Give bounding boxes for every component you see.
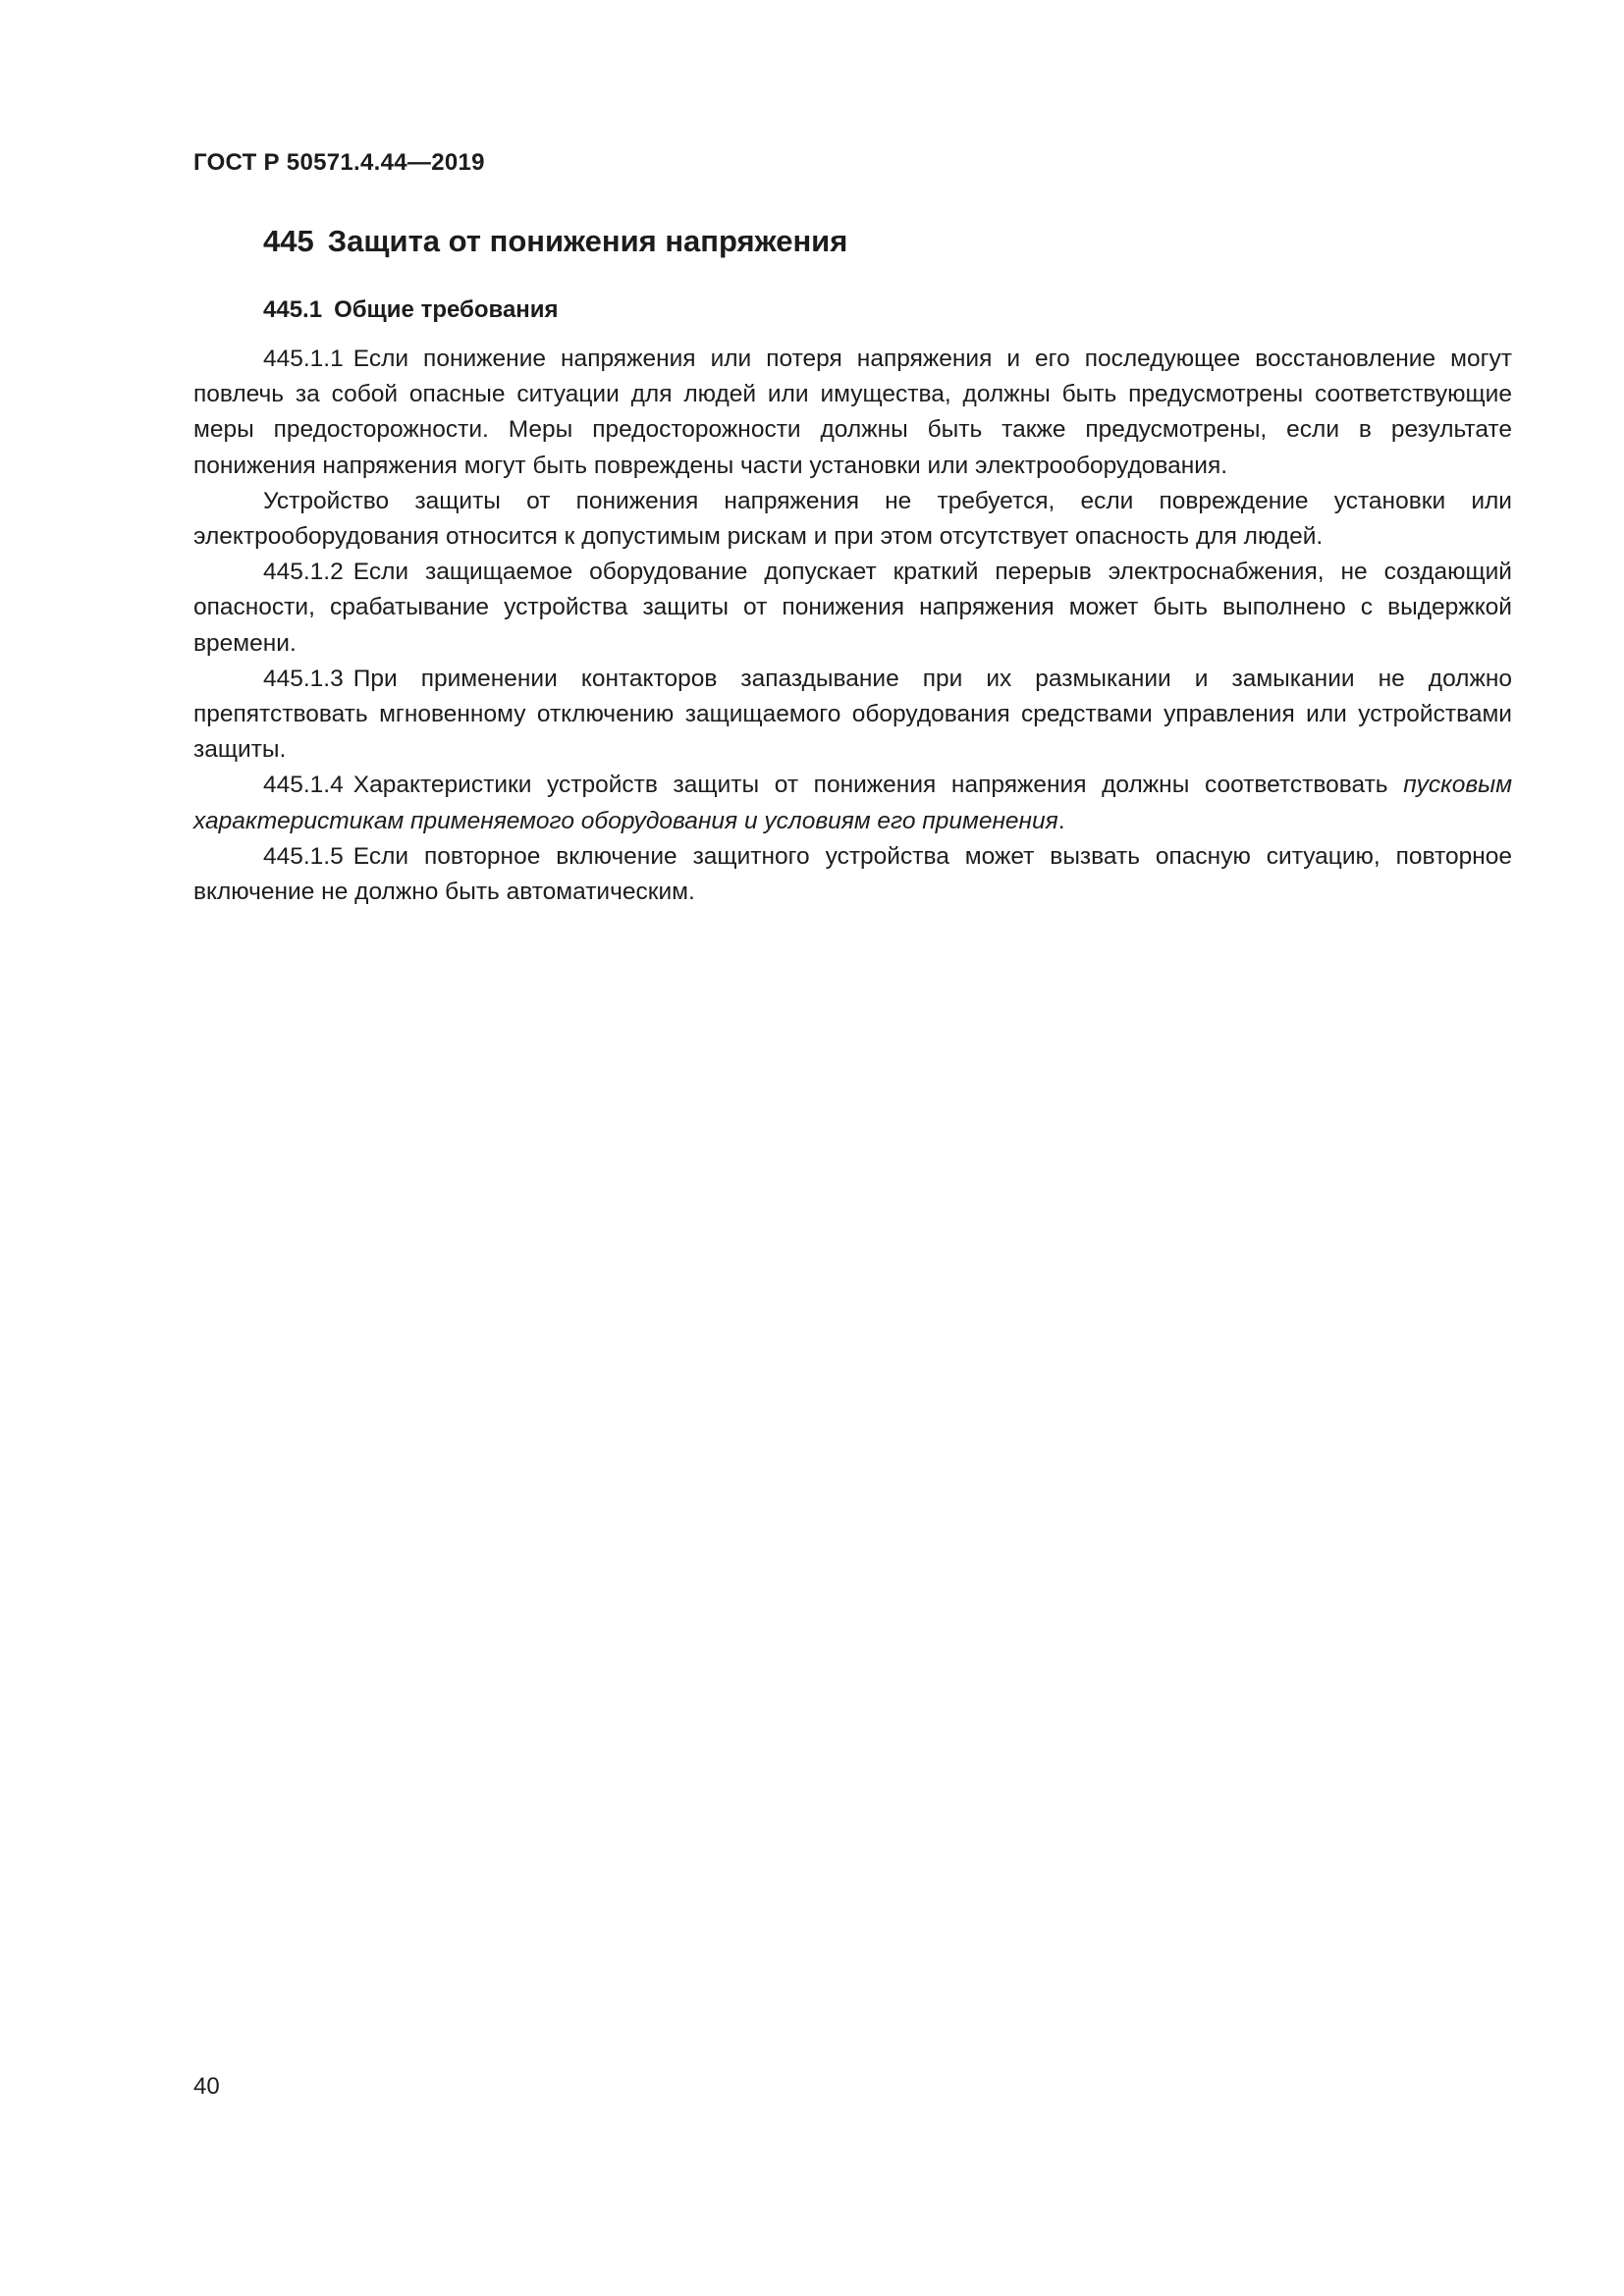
section-number: 445 <box>263 224 314 258</box>
paragraph-text: Если повторное включение защитного устройства может вызвать опасную ситуацию, повторное включение не должно быть автоматическим. <box>193 842 1512 906</box>
paragraph-445-1-1 <box>193 342 1512 484</box>
paragraph-italic-text: пусковым характеристикам применяемого оборудования и условиям его применения <box>193 772 1512 834</box>
clause-number: 445.1.4 <box>263 772 344 799</box>
section-title-text: Защита от понижения напряжения <box>327 224 848 258</box>
standard-id-header: ГОСТ Р 50571.4.44—2019 <box>193 149 485 176</box>
paragraph-445-1-4 <box>193 768 1512 838</box>
page-number: 40 <box>193 2073 220 2100</box>
subsection-number: 445.1 <box>263 296 323 323</box>
paragraph-text: Устройство защиты от понижения напряжения не требуется, если повреждение установки или электрооборудования относится к допустимым рискам и при этом отсутствует опасность для людей. <box>193 487 1512 551</box>
clause-number: 445.1.5 <box>263 842 344 870</box>
section-heading <box>263 224 847 259</box>
paragraph-note <box>193 484 1512 555</box>
body-text <box>193 342 1512 910</box>
paragraph-445-1-3 <box>193 662 1512 769</box>
clause-number: 445.1.3 <box>263 665 344 692</box>
paragraph-445-1-2 <box>193 555 1512 662</box>
paragraph-text: При применении контакторов запаздывание при их размыкании и замыкании не должно препятствовать мгновенному отключению защищаемого оборудования средствами управления или устройствами защиты. <box>193 665 1512 764</box>
subsection-heading <box>263 296 559 324</box>
clause-number: 445.1.1 <box>263 346 344 372</box>
paragraph-text: Если понижение напряжения или потеря напряжения и его последующее восстановление могут повлечь за собой опасные ситуации для людей или имущества, должны быть предусмотрены соответствующие меры предосторожности. Меры предосторожности должны быть также предусмотрены, если в результате понижения напряжения могут быть повреждены части установки или электрооборудования. <box>193 346 1512 479</box>
paragraph-text: Характеристики устройств защиты от понижения напряжения должны соответствовать <box>352 772 1388 799</box>
paragraph-445-1-5 <box>193 839 1512 910</box>
paragraph-tail: . <box>1057 807 1065 834</box>
clause-number: 445.1.2 <box>263 559 344 586</box>
subsection-title-text: Общие требования <box>334 296 559 323</box>
paragraph-text: Если защищаемое оборудование допускает краткий перерыв электроснабжения, не создающий опасности, срабатывание устройства защиты от понижения напряжения может быть выполнено с выдержкой времени. <box>193 559 1512 657</box>
